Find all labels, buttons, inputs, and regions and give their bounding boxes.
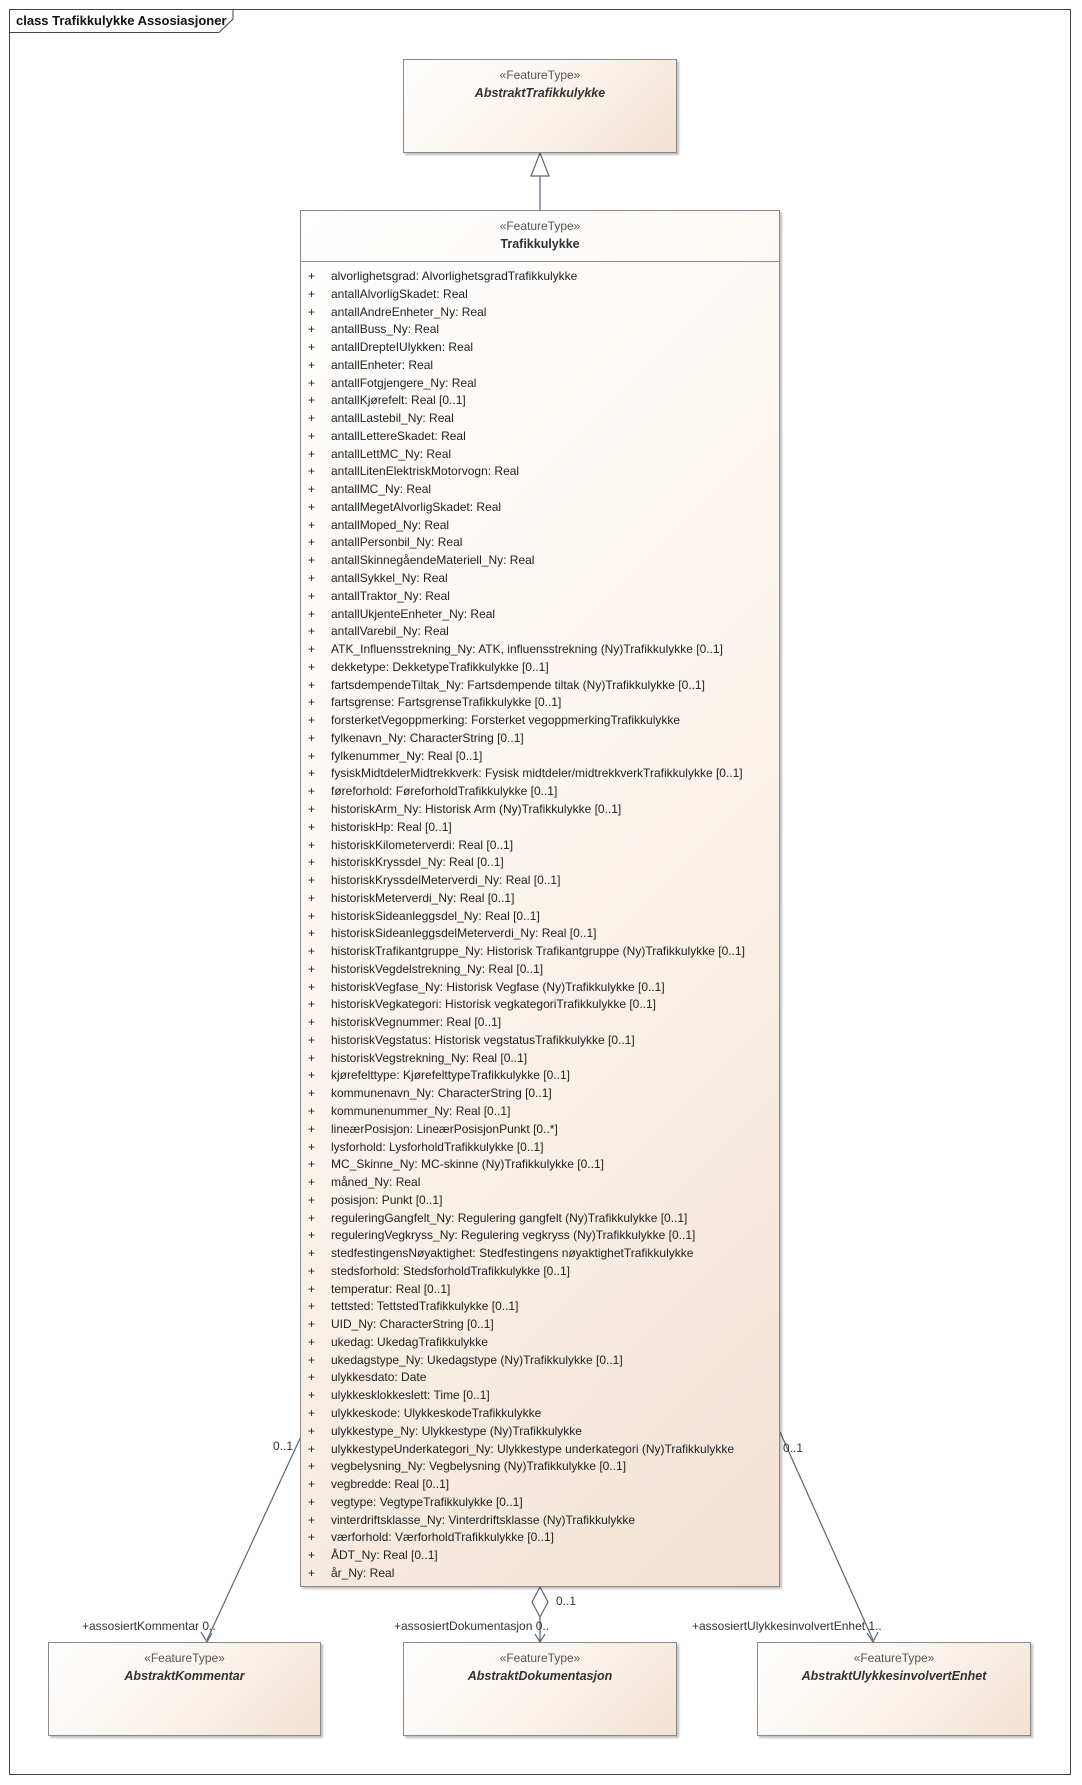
attribute-text: historiskSideanleggsdel_Ny: Real [0..1] (331, 908, 540, 923)
stereotype-label: «FeatureType» (853, 1651, 935, 1665)
attribute-text: antallPersonbil_Ny: Real (331, 535, 463, 550)
attribute-row[interactable] (308, 1458, 775, 1476)
attribute-row[interactable] (308, 392, 775, 410)
visibility-marker: + (308, 1494, 316, 1509)
attribute-text: reguleringGangfelt_Ny: Regulering gangfelt (Ny)Trafikkulykke [0..1] (331, 1210, 688, 1225)
attribute-row[interactable] (308, 1227, 775, 1245)
visibility-marker: + (308, 357, 316, 372)
attribute-text: antallLettMC_Ny: Real (331, 446, 452, 461)
attribute-text: historiskArm_Ny: Historisk Arm (Ny)Trafikkulykke [0..1] (331, 801, 622, 816)
stereotype-label: «FeatureType» (144, 1651, 225, 1665)
attribute-row[interactable] (308, 1405, 775, 1423)
visibility-marker: + (308, 1210, 316, 1225)
visibility-marker: + (308, 997, 316, 1012)
attribute-text: historiskVegstrekning_Ny: Real [0..1] (331, 1050, 528, 1065)
attribute-text: historiskHp: Real [0..1] (331, 819, 452, 834)
attribute-row[interactable] (308, 570, 775, 588)
compartment-divider (301, 261, 779, 262)
attribute-text: temperatur: Real [0..1] (331, 1281, 451, 1296)
multiplicity-enhet-source: 0..1 (783, 1441, 804, 1455)
attribute-row[interactable] (308, 1476, 775, 1494)
attribute-row[interactable] (308, 499, 775, 517)
attribute-row[interactable] (308, 1281, 775, 1299)
visibility-marker: + (308, 695, 316, 710)
visibility-marker: + (308, 1441, 316, 1456)
attribute-text: antallBuss_Ny: Real (331, 322, 440, 337)
attribute-row[interactable] (308, 1139, 775, 1157)
class-name: AbstraktDokumentasjon (467, 1669, 613, 1683)
visibility-marker: + (308, 1548, 316, 1563)
attribute-text: historiskVegdelstrekning_Ny: Real [0..1] (331, 961, 544, 976)
attribute-row[interactable] (308, 1352, 775, 1370)
class-abstrakt-dokumentasjon[interactable] (403, 1642, 677, 1736)
attribute-row[interactable] (308, 1423, 775, 1441)
attribute-text: antallSykkel_Ny: Real (331, 571, 448, 586)
attribute-text: historiskVegkategori: Historisk vegkategoriTrafikkulykke [0..1] (331, 997, 657, 1012)
visibility-marker: + (308, 873, 316, 888)
visibility-marker: + (308, 1281, 316, 1296)
association-line-kommentar (207, 1432, 303, 1640)
attribute-row[interactable] (308, 1121, 775, 1139)
visibility-marker: + (308, 1086, 316, 1101)
visibility-marker: + (308, 979, 316, 994)
attribute-text: vegbelysning_Ny: Vegbelysning (Ny)Trafikkulykke [0..1] (331, 1459, 627, 1474)
visibility-marker: + (308, 446, 316, 461)
attribute-text: antallAndreEnheter_Ny: Real (331, 304, 487, 319)
attribute-text: historiskMeterverdi_Ny: Real [0..1] (331, 890, 515, 905)
attribute-text: ÅDT_Ny: Real [0..1] (331, 1548, 438, 1563)
attribute-row[interactable] (308, 783, 775, 801)
attribute-text: antallLastebil_Ny: Real (331, 411, 454, 426)
attribute-text: vegtype: VegtypeTrafikkulykke [0..1] (331, 1494, 523, 1509)
visibility-marker: + (308, 944, 316, 959)
attribute-text: ulykkeskode: UlykkeskodeTrafikkulykke (331, 1406, 542, 1420)
aggregation-diamond (532, 1587, 548, 1617)
attribute-row[interactable] (308, 268, 775, 286)
attribute-row[interactable] (308, 1263, 775, 1281)
visibility-marker: + (308, 624, 316, 639)
attribute-row[interactable] (308, 890, 775, 908)
class-name: AbstraktTrafikkulykke (474, 86, 606, 100)
attribute-row[interactable] (308, 819, 775, 837)
attribute-text: posisjon: Punkt [0..1] (331, 1192, 443, 1207)
attribute-text: antallEnheter: Real (331, 357, 434, 372)
attribute-text: antallSkinnegåendeMateriell_Ny: Real (331, 553, 535, 568)
attribute-row[interactable] (308, 410, 775, 428)
attribute-text: værforhold: VærforholdTrafikkulykke [0..1] (331, 1530, 554, 1545)
attribute-row[interactable] (308, 1032, 775, 1050)
attribute-row[interactable] (308, 321, 775, 339)
association-arrow-enhet (867, 1632, 878, 1642)
visibility-marker: + (308, 1317, 316, 1332)
attribute-list (308, 268, 775, 1583)
attribute-text: UID_Ny: CharacterString [0..1] (331, 1317, 494, 1332)
attribute-row[interactable] (308, 641, 775, 659)
attribute-text: fartsgrense: FartsgrenseTrafikkulykke [0..1] (331, 695, 562, 710)
attribute-text: ulykkesklokkeslett: Time [0..1] (331, 1388, 490, 1403)
attribute-row[interactable] (308, 1192, 775, 1210)
class-name: Trafikkulykke (500, 237, 580, 251)
attribute-row[interactable] (308, 943, 775, 961)
attribute-row[interactable] (308, 837, 775, 855)
attribute-text: føreforhold: FøreforholdTrafikkulykke [0..1] (331, 784, 558, 799)
attribute-text: dekketype: DekketypeTrafikkulykke [0..1] (331, 659, 549, 674)
visibility-marker: + (308, 926, 316, 941)
attribute-text: år_Ny: Real (331, 1565, 395, 1580)
visibility-marker: + (308, 535, 316, 550)
attribute-text: antallMC_Ny: Real (331, 482, 432, 497)
visibility-marker: + (308, 606, 316, 621)
visibility-marker: + (308, 340, 316, 355)
class-abstrakt-trafikkulykke[interactable] (403, 59, 677, 153)
attribute-row[interactable] (308, 428, 775, 446)
visibility-marker: + (308, 1103, 316, 1118)
attribute-text: antallVarebil_Ny: Real (331, 624, 449, 639)
visibility-marker: + (308, 677, 316, 692)
attribute-text: antallKjørefelt: Real [0..1] (331, 393, 466, 408)
attribute-row[interactable] (308, 961, 775, 979)
attribute-row[interactable] (308, 730, 775, 748)
visibility-marker: + (308, 1050, 316, 1065)
attribute-row[interactable] (308, 1387, 775, 1405)
attribute-text: fartsdempendeTiltak_Ny: Fartsdempende tiltak (Ny)Trafikkulykke [0..1] (331, 677, 705, 692)
attribute-row[interactable] (308, 1298, 775, 1316)
visibility-marker: + (308, 766, 316, 781)
visibility-marker: + (308, 730, 316, 745)
attribute-row[interactable] (308, 748, 775, 766)
stereotype-label: «FeatureType» (499, 1651, 581, 1665)
visibility-marker: + (308, 1477, 316, 1492)
attribute-text: ATK_Influensstrekning_Ny: ATK, influensstrekning (Ny)Trafikkulykke [0..1] (331, 642, 723, 657)
attribute-text: fysiskMidtdelerMidtrekkverk: Fysisk midtdeler/midtrekkverkTrafikkulykke [0..1] (331, 766, 743, 781)
attribute-text: historiskKryssdelMeterverdi_Ny: Real [0..1] (331, 873, 561, 888)
role-dokumentasjon: +assosiertDokumentasjon 0.. (394, 1619, 550, 1633)
visibility-marker: + (308, 1388, 316, 1403)
attribute-row[interactable] (308, 1174, 775, 1192)
visibility-marker: + (308, 1157, 316, 1172)
attribute-text: historiskKilometerverdi: Real [0..1] (331, 837, 514, 852)
attribute-text: kommunenummer_Ny: Real [0..1] (331, 1103, 511, 1118)
visibility-marker: + (308, 1121, 316, 1136)
stereotype-label: «FeatureType» (499, 68, 581, 82)
attribute-row[interactable] (308, 1441, 775, 1459)
visibility-marker: + (308, 1530, 316, 1545)
visibility-marker: + (308, 1192, 316, 1207)
attribute-text: antallLettereSkadet: Real (331, 428, 466, 443)
attribute-text: vegbredde: Real [0..1] (331, 1477, 450, 1492)
attribute-row[interactable] (308, 1156, 775, 1174)
role-kommentar: +assosiertKommentar 0.. (82, 1619, 216, 1633)
attribute-text: antallDrepteIUlykken: Real (331, 340, 474, 355)
visibility-marker: + (308, 890, 316, 905)
visibility-marker: + (308, 588, 316, 603)
attribute-row[interactable] (308, 1014, 775, 1032)
attribute-text: antallAlvorligSkadet: Real (331, 286, 468, 301)
attribute-row[interactable] (308, 1085, 775, 1103)
visibility-marker: + (308, 784, 316, 799)
visibility-marker: + (308, 1068, 316, 1083)
attribute-row[interactable] (308, 357, 775, 375)
attribute-row[interactable] (308, 908, 775, 926)
visibility-marker: + (308, 286, 316, 301)
attribute-row[interactable] (308, 1565, 775, 1583)
attribute-row[interactable] (308, 1512, 775, 1530)
visibility-marker: + (308, 322, 316, 337)
visibility-marker: + (308, 517, 316, 532)
attribute-text: alvorlighetsgrad: AlvorlighetsgradTrafikkulykke (331, 269, 578, 283)
attribute-text: stedfestingensNøyaktighet: Stedfestingens nøyaktighetTrafikkulykke (331, 1246, 694, 1261)
attribute-row[interactable] (308, 801, 775, 819)
visibility-marker: + (308, 819, 316, 834)
visibility-marker: + (308, 482, 316, 497)
multiplicity-dokumentasjon-source: 0..1 (556, 1594, 577, 1608)
attribute-row[interactable] (308, 623, 775, 641)
visibility-marker: + (308, 1406, 316, 1420)
attribute-row[interactable] (308, 552, 775, 570)
association-line-enhet (780, 1432, 873, 1640)
attribute-row[interactable] (308, 1529, 775, 1547)
attribute-row[interactable] (308, 1547, 775, 1565)
generalization-arrowhead (531, 153, 549, 176)
attribute-text: antallMoped_Ny: Real (331, 517, 450, 532)
attribute-text: antallTraktor_Ny: Real (331, 588, 450, 603)
attribute-text: historiskTrafikantgruppe_Ny: Historisk Trafikantgruppe (Ny)Trafikkulykke [0..1] (331, 944, 745, 959)
visibility-marker: + (308, 1459, 316, 1474)
visibility-marker: + (308, 1032, 316, 1047)
visibility-marker: + (308, 855, 316, 870)
attribute-text: kommunenavn_Ny: CharacterString [0..1] (331, 1086, 552, 1101)
attribute-text: ukedag: UkedagTrafikkulykke (331, 1334, 488, 1349)
visibility-marker: + (308, 1334, 316, 1349)
attribute-row[interactable] (308, 286, 775, 304)
class-name: AbstraktUlykkesinvolvertEnhet (801, 1669, 987, 1683)
attribute-row[interactable] (308, 517, 775, 535)
visibility-marker: + (308, 748, 316, 763)
visibility-marker: + (308, 1263, 316, 1278)
visibility-marker: + (308, 908, 316, 923)
attribute-row[interactable] (308, 481, 775, 499)
attribute-row[interactable] (308, 1369, 775, 1387)
multiplicity-kommentar-source: 0..1 (273, 1439, 294, 1453)
attribute-text: ulykkestype_Ny: Ulykkestype (Ny)Trafikkulykke (331, 1423, 582, 1438)
attribute-row[interactable] (308, 659, 775, 677)
visibility-marker: + (308, 801, 316, 816)
attribute-text: tettsted: TettstedTrafikkulykke [0..1] (331, 1299, 519, 1314)
attribute-text: historiskVegstatus: Historisk vegstatusTrafikkulykke [0..1] (331, 1032, 635, 1047)
role-ulykkesinvolvert-enhet: +assosiertUlykkesinvolvertEnhet 1.. (692, 1619, 882, 1633)
attribute-text: antallUkjenteEnheter_Ny: Real (331, 606, 496, 621)
visibility-marker: + (308, 269, 316, 283)
attribute-row[interactable] (308, 872, 775, 890)
visibility-marker: + (308, 1565, 316, 1580)
attribute-row[interactable] (308, 1210, 775, 1228)
attribute-row[interactable] (308, 854, 775, 872)
visibility-marker: + (308, 499, 316, 514)
visibility-marker: + (308, 428, 316, 443)
attribute-row[interactable] (308, 375, 775, 393)
attribute-text: kjørefelttype: KjørefelttypeTrafikkulykke [0..1] (331, 1068, 570, 1083)
attribute-text: lineærPosisjon: LineærPosisjonPunkt [0..*] (331, 1121, 558, 1136)
attribute-row[interactable] (308, 712, 775, 730)
class-trafikkulykke[interactable] (300, 210, 780, 1587)
visibility-marker: + (308, 1512, 316, 1527)
attribute-text: ulykkesdato: Date (331, 1370, 427, 1385)
attribute-text: stedsforhold: StedsforholdTrafikkulykke [0..1] (331, 1263, 571, 1278)
visibility-marker: + (308, 642, 316, 657)
attribute-text: historiskVegnummer: Real [0..1] (331, 1015, 502, 1030)
visibility-marker: + (308, 304, 316, 319)
attribute-row[interactable] (308, 339, 775, 357)
attribute-text: måned_Ny: Real (331, 1175, 421, 1190)
attribute-row[interactable] (308, 979, 775, 997)
visibility-marker: + (308, 1299, 316, 1314)
attribute-text: historiskKryssdel_Ny: Real [0..1] (331, 855, 504, 870)
attribute-text: ukedagstype_Ny: Ukedagstype (Ny)Trafikkulykke [0..1] (331, 1352, 623, 1367)
visibility-marker: + (308, 1246, 316, 1261)
visibility-marker: + (308, 1370, 316, 1385)
attribute-text: lysforhold: LysforholdTrafikkulykke [0..1] (331, 1139, 544, 1154)
visibility-marker: + (308, 961, 316, 976)
attribute-row[interactable] (308, 1494, 775, 1512)
attribute-text: reguleringVegkryss_Ny: Regulering vegkryss (Ny)Trafikkulykke [0..1] (331, 1228, 696, 1243)
visibility-marker: + (308, 571, 316, 586)
attribute-text: historiskVegfase_Ny: Historisk Vegfase (Ny)Trafikkulykke [0..1] (331, 979, 665, 994)
attribute-row[interactable] (308, 588, 775, 606)
attribute-text: antallFotgjengere_Ny: Real (331, 375, 477, 390)
attribute-row[interactable] (308, 463, 775, 481)
attribute-text: historiskSideanleggsdelMeterverdi_Ny: Real [0..1] (331, 926, 597, 941)
attribute-row[interactable] (308, 765, 775, 783)
attribute-row[interactable] (308, 304, 775, 322)
visibility-marker: + (308, 375, 316, 390)
attribute-text: forsterketVegoppmerking: Forsterket vegoppmerkingTrafikkulykke (331, 713, 681, 728)
visibility-marker: + (308, 411, 316, 426)
attribute-text: antallMegetAlvorligSkadet: Real (331, 499, 502, 514)
attribute-row[interactable] (308, 1316, 775, 1334)
visibility-marker: + (308, 1015, 316, 1030)
visibility-marker: + (308, 464, 316, 479)
visibility-marker: + (308, 713, 316, 728)
attribute-text: fylkenummer_Ny: Real [0..1] (331, 748, 483, 763)
frame-title: class Trafikkulykke Assosiasjoner (16, 13, 227, 28)
attribute-row[interactable] (308, 606, 775, 624)
attribute-row[interactable] (308, 534, 775, 552)
visibility-marker: + (308, 553, 316, 568)
class-abstrakt-kommentar[interactable] (48, 1642, 321, 1736)
attribute-text: antallLitenElektriskMotorvogn: Real (331, 464, 520, 479)
visibility-marker: + (308, 659, 316, 674)
attribute-row[interactable] (308, 1050, 775, 1068)
stereotype-label: «FeatureType» (499, 219, 581, 233)
attribute-row[interactable] (308, 1334, 775, 1352)
visibility-marker: + (308, 393, 316, 408)
class-abstrakt-ulykkesinvolvert-enhet[interactable] (757, 1642, 1031, 1736)
class-name: AbstraktKommentar (124, 1669, 245, 1683)
attribute-row[interactable] (308, 1245, 775, 1263)
attribute-row[interactable] (308, 925, 775, 943)
visibility-marker: + (308, 1228, 316, 1243)
attribute-text: vinterdriftsklasse_Ny: Vinterdriftsklasse (Ny)Trafikkulykke (331, 1512, 636, 1527)
attribute-text: MC_Skinne_Ny: MC-skinne (Ny)Trafikkulykke [0..1] (331, 1157, 604, 1172)
visibility-marker: + (308, 1423, 316, 1438)
attribute-row[interactable] (308, 1067, 775, 1085)
attribute-text: fylkenavn_Ny: CharacterString [0..1] (331, 730, 524, 745)
visibility-marker: + (308, 1175, 316, 1190)
visibility-marker: + (308, 1352, 316, 1367)
attribute-row[interactable] (308, 996, 775, 1014)
attribute-row[interactable] (308, 694, 775, 712)
attribute-row[interactable] (308, 446, 775, 464)
attribute-row[interactable] (308, 677, 775, 695)
visibility-marker: + (308, 1139, 316, 1154)
attribute-text: ulykkestypeUnderkategori_Ny: Ulykkestype underkategori (Ny)Trafikkulykke (331, 1441, 735, 1456)
attribute-row[interactable] (308, 1103, 775, 1121)
visibility-marker: + (308, 837, 316, 852)
